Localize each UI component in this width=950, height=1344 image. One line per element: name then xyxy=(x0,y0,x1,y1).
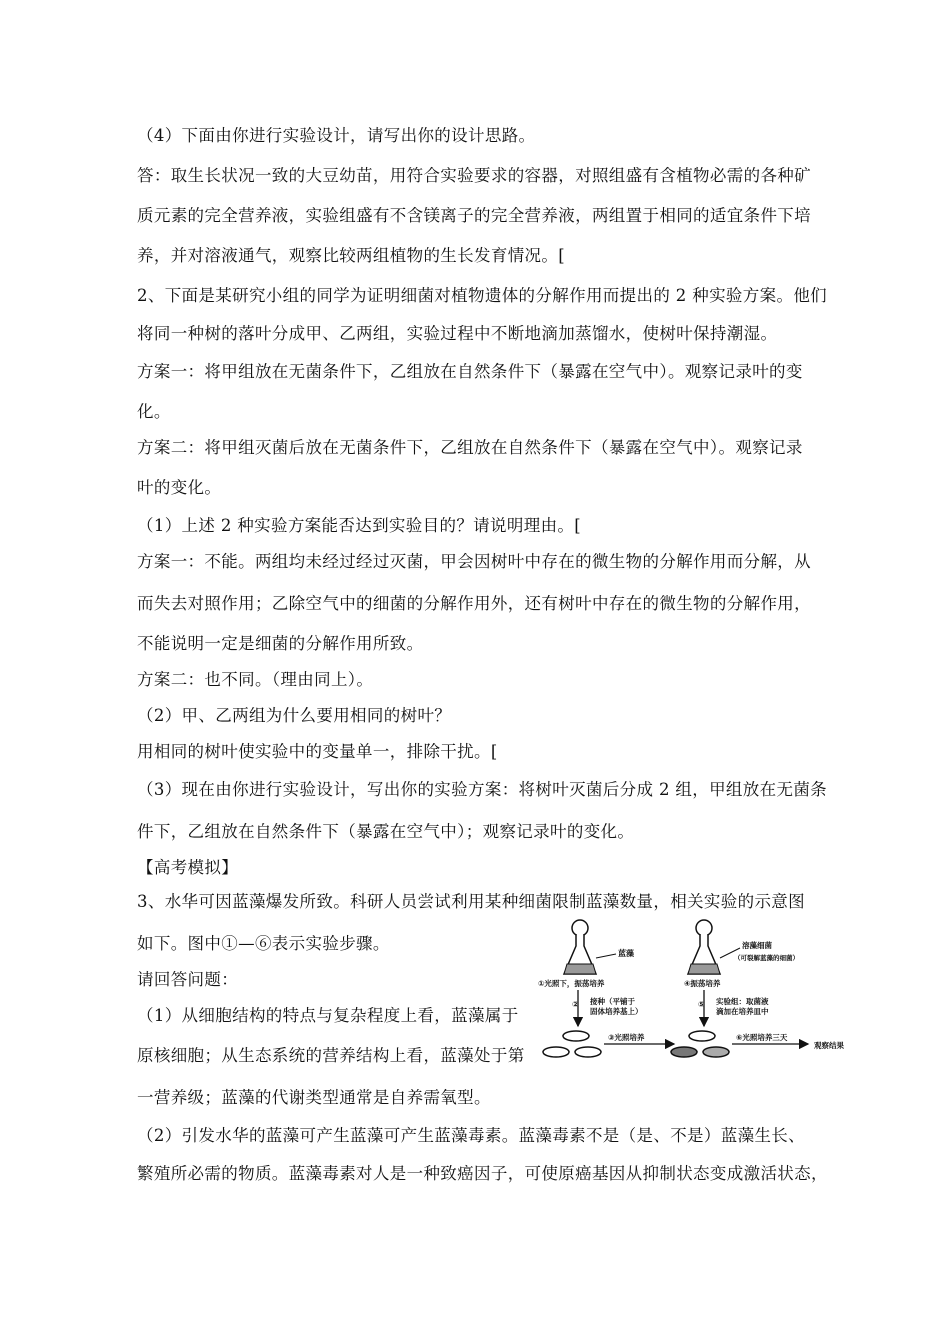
flask-icon xyxy=(688,920,740,974)
text-line: 用相同的树叶使实验中的变量单一，排除干扰。[ xyxy=(137,742,498,761)
text-line: 如下。图中①—⑥表示实验步骤。 xyxy=(137,934,390,953)
step5-number: ⑤ xyxy=(698,1000,705,1009)
text-line: （3）现在由你进行实验设计，写出你的实验方案：将树叶灭菌后分成 2 组，甲组放在无菌条 xyxy=(137,780,828,799)
text-line: 原核细胞；从生态系统的营养结构上看，蓝藻处于第 xyxy=(137,1046,525,1065)
text-line: 叶的变化。 xyxy=(137,478,222,497)
text-line: （1）上述 2 种实验方案能否达到实验目的？请说明理由。[ xyxy=(137,516,582,535)
experiment-diagram xyxy=(538,918,858,1080)
step2-label-b: 固体培养基上） xyxy=(590,1007,643,1016)
text-line: （1）从细胞结构的特点与复杂程度上看，蓝藻属于 xyxy=(137,1006,519,1025)
text-line: 2、下面是某研究小组的同学为证明细菌对植物遗体的分解作用而提出的 2 种实验方案。他们 xyxy=(137,286,828,305)
text-line: 将同一种树的落叶分成甲、乙两组，实验过程中不断地滴加蒸馏水，使树叶保持潮湿。 xyxy=(137,324,778,343)
step5-label-b: 滴加在培养皿中 xyxy=(716,1007,769,1016)
step2-label-a: 接种（平铺于 xyxy=(590,997,635,1006)
petri-dish-icon xyxy=(543,1031,601,1057)
text-line: 而失去对照作用；乙除空气中的细菌的分解作用外，还有树叶中存在的微生物的分解作用， xyxy=(137,594,811,613)
step3-label: ③光照培养 xyxy=(608,1033,645,1042)
text-line: 化。 xyxy=(137,402,171,421)
text-line: 方案一：将甲组放在无菌条件下，乙组放在自然条件下（暴露在空气中）。观察记录叶的变 xyxy=(137,362,803,381)
flask-icon xyxy=(564,920,616,974)
step5-label-a: 实验组：取菌液 xyxy=(716,997,769,1006)
step2-number: ② xyxy=(572,1000,579,1009)
step1-label: ①光照下，振荡培养 xyxy=(538,979,605,988)
text-line: 方案一：不能。两组均未经过经过灭菌，甲会因树叶中存在的微生物的分解作用而分解，从 xyxy=(137,552,811,571)
text-line: 请回答问题： xyxy=(137,970,239,989)
step6-label: ⑥光照培养三天 xyxy=(736,1033,788,1042)
result-label: 观察结果 xyxy=(814,1041,844,1050)
step4-label: ④振荡培养 xyxy=(684,979,721,988)
text-line: 方案二：也不同。（理由同上）。 xyxy=(137,670,374,689)
text-line: 方案二：将甲组灭菌后放在无菌条件下，乙组放在自然条件下（暴露在空气中）。观察记录 xyxy=(137,438,803,457)
text-line: 一营养级；蓝藻的代谢类型通常是自养需氧型。 xyxy=(137,1088,491,1107)
text-line: 答：取生长状况一致的大豆幼苗，用符合实验要求的容器，对照组盛有含植物必需的各种矿 xyxy=(137,166,811,185)
text-line: 繁殖所必需的物质。蓝藻毒素对人是一种致癌因子，可使原癌基因从抑制状态变成激活状态， xyxy=(137,1164,828,1183)
text-line: 3、水华可因蓝藻爆发所致。科研人员尝试利用某种细菌限制蓝藻数量，相关实验的示意图 xyxy=(137,892,805,911)
text-line: （4）下面由你进行实验设计，请写出你的设计思路。 xyxy=(137,126,536,145)
text-line: 养，并对溶液通气，观察比较两组植物的生长发育情况。[ xyxy=(137,246,566,265)
label-rongzao: 溶藻细菌 xyxy=(742,941,772,950)
text-line: 不能说明一定是细菌的分解作用所致。 xyxy=(137,634,424,653)
text-line: 质元素的完全营养液，实验组盛有不含镁离子的完全营养液，两组置于相同的适宜条件下培 xyxy=(137,206,811,225)
text-line: （2）甲、乙两组为什么要用相同的树叶？ xyxy=(137,706,452,725)
text-line: 件下，乙组放在自然条件下（暴露在空气中）；观察记录叶的变化。 xyxy=(137,822,635,841)
label-rongzao-sub: （可裂解蓝藻的细菌） xyxy=(734,954,799,962)
text-line: （2）引发水华的蓝藻可产生蓝藻可产生蓝藻毒素。蓝藻毒素不是（是、不是）蓝藻生长、 xyxy=(137,1126,805,1145)
label-lanzao: 蓝藻 xyxy=(618,949,634,958)
section-heading: 【高考模拟】 xyxy=(137,858,239,877)
petri-dish-icon xyxy=(671,1031,729,1057)
